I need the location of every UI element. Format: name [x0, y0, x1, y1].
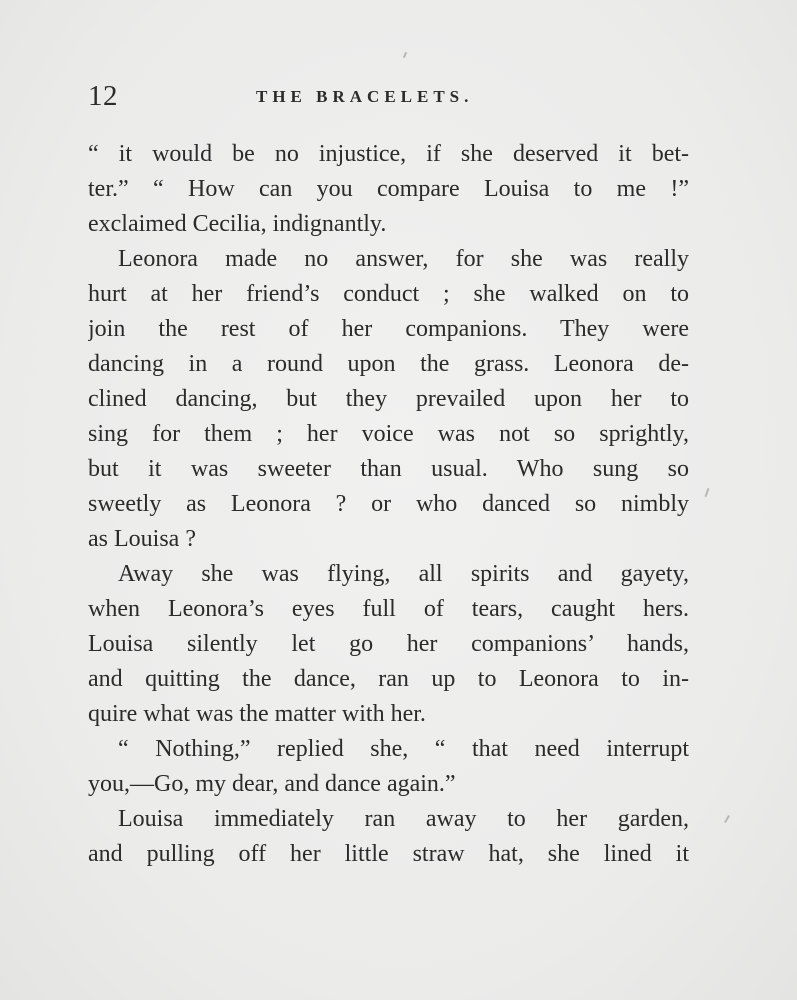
text-line: Louisa silently let go her companions’ hands,: [88, 631, 689, 657]
text-line: “ it would be no injustice, if she deserved it bet-: [88, 141, 689, 167]
text-line: sing for them ; her voice was not so sprightly,: [88, 421, 689, 447]
text-line: Leonora made no answer, for she was really: [118, 246, 689, 272]
paper-speck: [403, 52, 407, 58]
text-line: exclaimed Cecilia, indignantly.: [88, 211, 387, 237]
text-line: dancing in a round upon the grass. Leonora de-: [88, 351, 689, 377]
page-number: 12: [88, 80, 118, 112]
text-line: but it was sweeter than usual. Who sung so: [88, 456, 689, 482]
text-line: join the rest of her companions. They were: [88, 316, 689, 342]
text-line: “ Nothing,” replied she, “ that need interrupt: [118, 736, 689, 762]
text-line: quire what was the matter with her.: [88, 701, 426, 727]
text-line: and pulling off her little straw hat, she lined it: [88, 841, 689, 867]
page-header: [88, 78, 689, 118]
paper-speck: [705, 488, 710, 497]
text-line: you,—Go, my dear, and dance again.”: [88, 771, 456, 797]
paper-speck: [724, 815, 730, 823]
text-line: as Louisa ?: [88, 526, 196, 552]
text-line: clined dancing, but they prevailed upon her to: [88, 386, 689, 412]
text-line: when Leonora’s eyes full of tears, caught hers.: [88, 596, 689, 622]
body-text: [88, 137, 689, 872]
text-line: hurt at her friend’s conduct ; she walked on to: [88, 281, 689, 307]
text-line: Away she was flying, all spirits and gayety,: [118, 561, 689, 587]
text-line: and quitting the dance, ran up to Leonora to in-: [88, 666, 689, 692]
text-line: sweetly as Leonora ? or who danced so nimbly: [88, 491, 689, 517]
text-line: ter.” “ How can you compare Louisa to me !”: [88, 176, 689, 202]
text-line: Louisa immediately ran away to her garden,: [118, 806, 689, 832]
running-head: THE BRACELETS.: [256, 87, 474, 106]
